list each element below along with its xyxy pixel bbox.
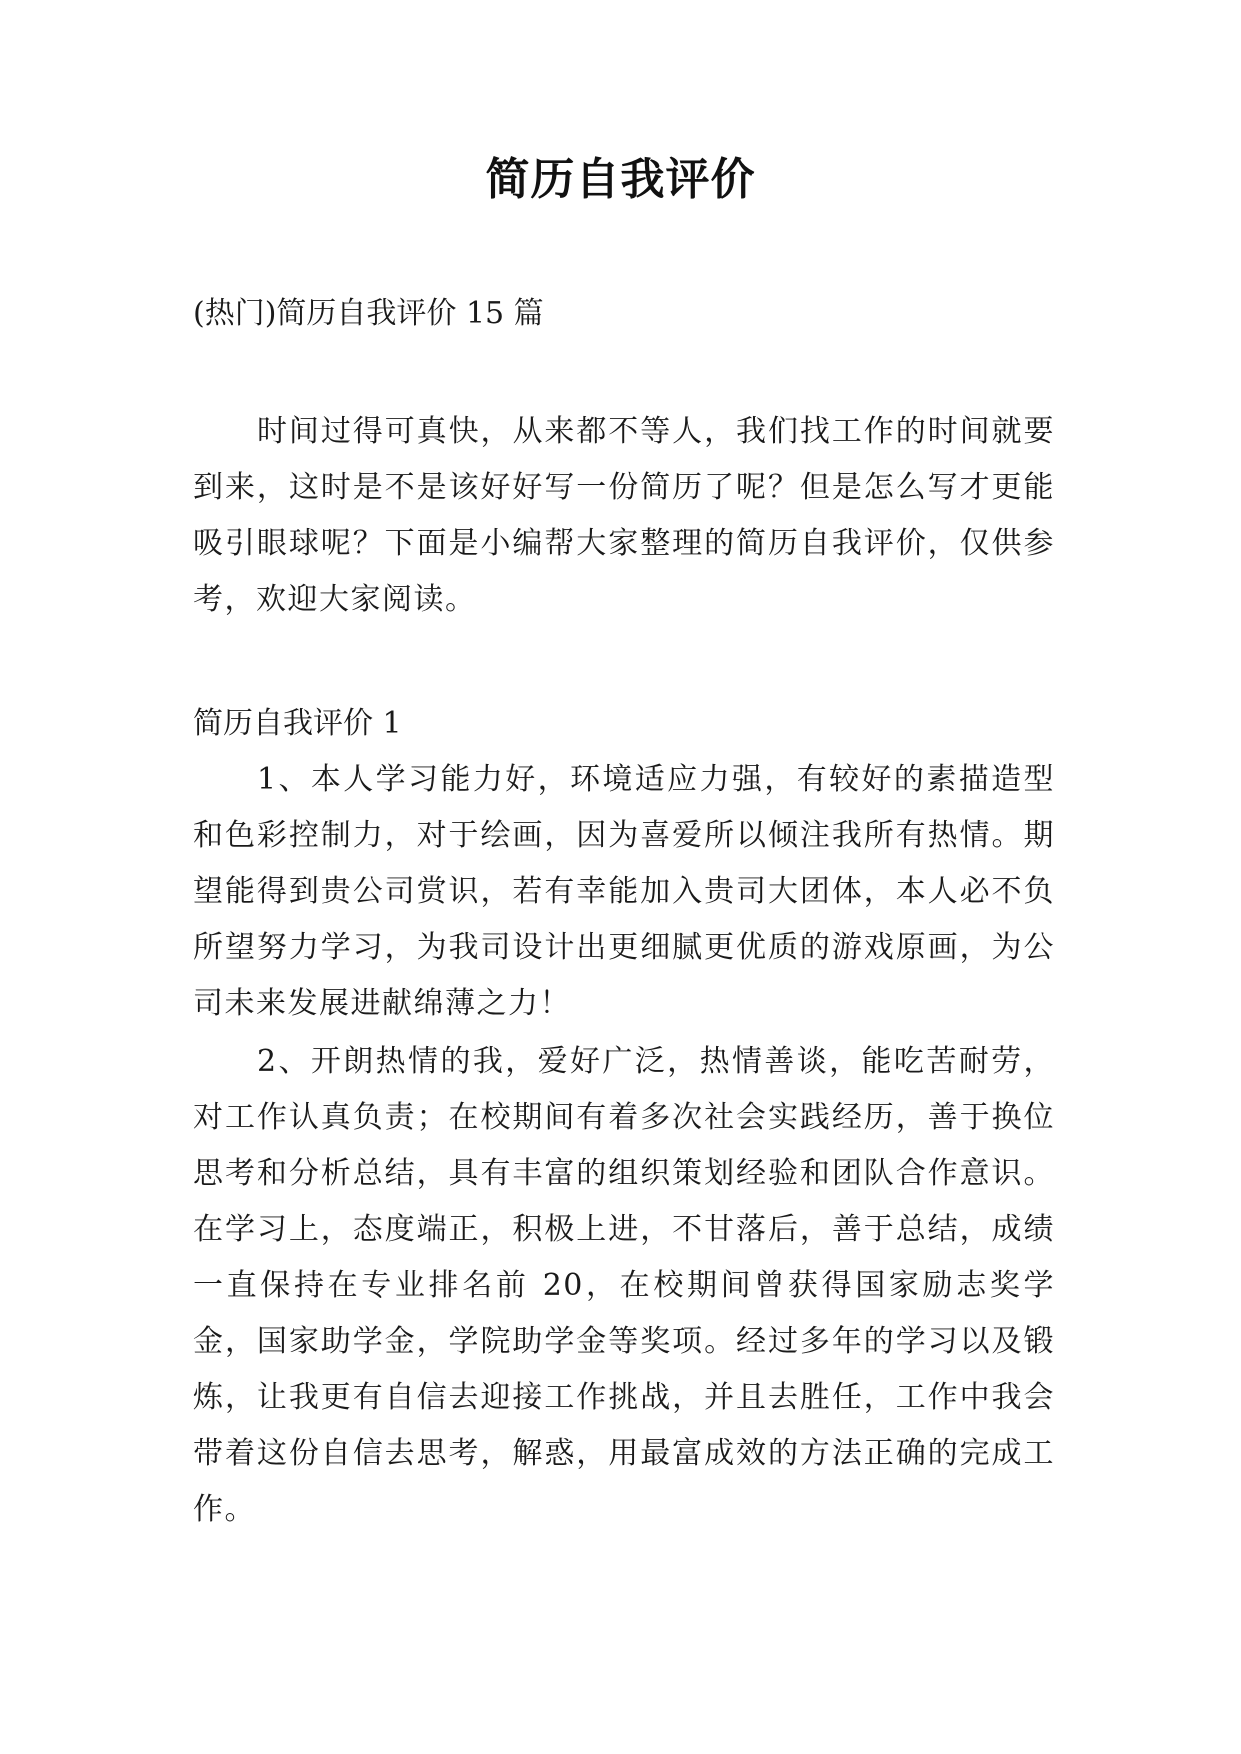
section-item-paragraph: 2、开朗热情的我，爱好广泛，热情善谈，能吃苦耐劳，对工作认真负责；在校期间有着多次社会实践经历，善于换位思考和分析总结，具有丰富的组织策划经验和团队合作意识。在学习上，态度端正，积极上进，不甘落后，善于总结，成绩一直保持在专业排名前 20，在校期间曾获得国家励志奖学金，国家助学金，学院助学金等奖项。经过多年的学习以及锻炼，让我更有自信去迎接工作挑战，并且去胜任，工作中我会带着这份自信去思考，解惑，用最富成效的方法正确的完成工作。 <box>193 1044 1055 1527</box>
intro-paragraph: 时间过得可真快，从来都不等人，我们找工作的时间就要到来，这时是不是该好好写一份简历了呢？但是怎么写才更能吸引眼球呢？下面是小编帮大家整理的简历自我评价，仅供参考，欢迎大家阅读。 <box>193 414 1055 617</box>
document-title: 简历自我评价 <box>485 154 756 205</box>
document-subtitle: (热门)简历自我评价 15 篇 <box>193 296 544 331</box>
section-heading: 简历自我评价 1 <box>193 706 402 741</box>
section-item-paragraph: 1、本人学习能力好，环境适应力强，有较好的素描造型和色彩控制力，对于绘画，因为喜爱所以倾注我所有热情。期望能得到贵公司赏识，若有幸能加入贵司大团体，本人必不负所望努力学习，为我司设计出更细腻更优质的游戏原画，为公司未来发展进献绵薄之力！ <box>193 762 1055 1021</box>
